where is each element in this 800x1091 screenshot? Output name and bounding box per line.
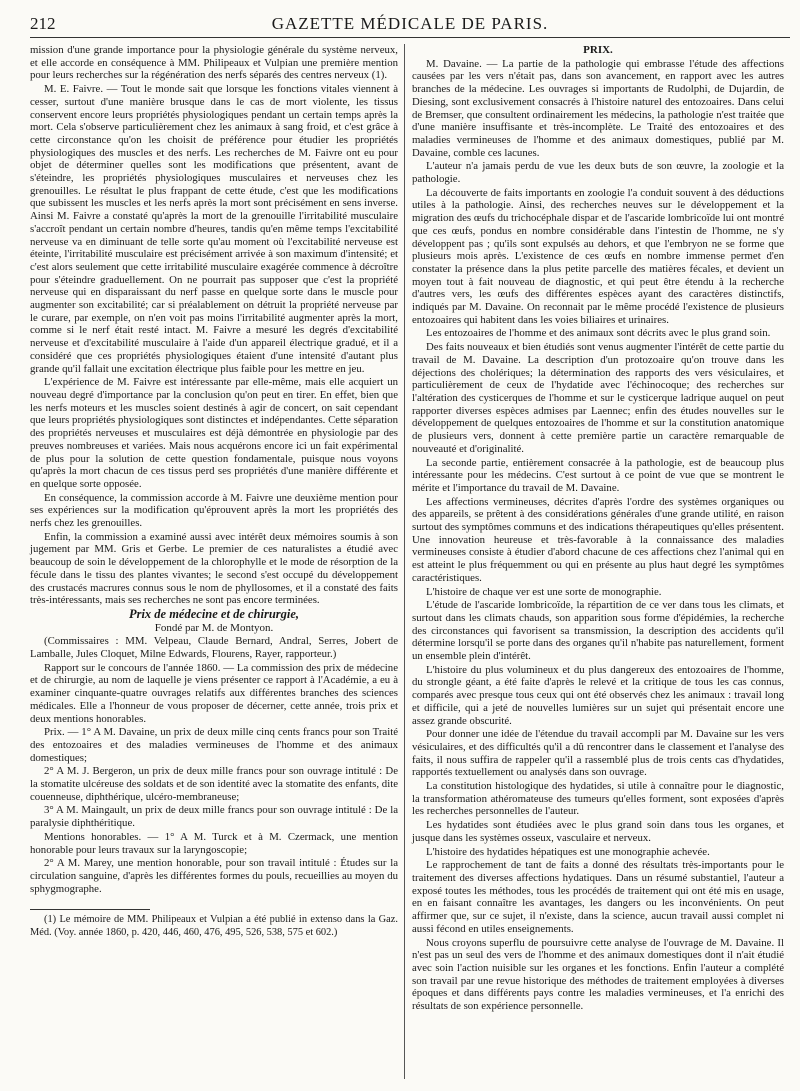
header-rule [30, 37, 790, 38]
left-column [30, 44, 398, 941]
paragraph: 2° A M. Marey, une mention honorable, pour son travail intitulé : Études sur la circulation sanguine, d'après les différentes formes du pouls, recueillies au moyen du sphygmographe. [30, 857, 398, 895]
paragraph: 3° A M. Maingault, un prix de deux mille francs pour son ouvrage intitulé : De la paralysie diphthéritique. [30, 804, 398, 830]
paragraph: Mentions honorables. — 1° A M. Turck et à M. Czermack, une mention honorable pour leurs travaux sur la laryngoscopie; [30, 830, 398, 856]
paragraph: L'étude de l'ascaride lombricoïde, la répartition de ce ver dans tous les climats, et surtout dans les climats chauds, son apparition sous forme d'épidémies, la recherche des circonstances qui favorisent sa transmission, la description des accidents qu'il détermine lorsqu'il se porte dans des organes qu'il n'habite pas naturellement, forment un ensemble plein d'intérêt. [412, 599, 784, 663]
paragraph: Les entozoaires de l'homme et des animaux sont décrits avec le plus grand soin. [426, 327, 771, 340]
section-subtitle: Fondé par M. de Montyon. [154, 621, 274, 634]
paragraph: La seconde partie, entièrement consacrée à la pathologie, est de beaucoup plus intéressante pour les médecins. C'est surtout à ce point de vue que se montrent le mérite et l'importance du travail de M. Davaine. [412, 456, 784, 494]
paragraph: Les hydatides sont étudiées avec le plus grand soin dans tous les organes, et jusque dans les systèmes osseux, vasculaire et nerveux. [412, 819, 784, 844]
paragraph: mission d'une grande importance pour la physiologie générale du système nerveux, et elle accorde en conséquence à MM. Philipeaux et Vulpian une première mention pour leurs recherches sur la régénération des nerfs séparés des centres nerveux (1). [30, 44, 398, 82]
paragraph: Le rapprochement de tant de faits a donné des résultats très-importants pour le traitement des diverses affections hydatiques. Dans un résumé substantiel, l'auteur a exposé toutes les méthodes, tous les procédés de traitement qui ont été mis en usage, en en faisant connaître les avantages, les dangers ou les inconvénients. On peut affirmer que, sur ce sujet, il n'existe, dans la science, aucun travail aussi complet ni aussi fécond en utiles enseignements. [412, 859, 784, 935]
paragraph: L'histoire de chaque ver est une sorte de monographie. [426, 585, 662, 598]
paragraph: Les affections vermineuses, décrites d'après l'ordre des systèmes organiques ou des appareils, se prêtent à des considérations générales d'une grande utilité, en raison surtout des symptômes communs et des indications thérapeutiques qu'elles présentent. Une innovation heureuse et très-favorable à la connaissance des maladies vermineuses consiste à étudier d'abord chacune de ces affections chez l'animal qui en est atteint le plus fréquemment ou qui en présente au plus haut degré les symptômes caractéristiques. [412, 495, 784, 584]
paragraph: En conséquence, la commission accorde à M. Faivre une deuxième mention pour ses expériences sur la modification qu'éprouvent après la mort les propriétés des nerfs chez les grenouilles. [30, 491, 398, 530]
page-number: 212 [30, 14, 56, 33]
paragraph: M. E. Faivre. — Tout le monde sait que lorsque les fonctions vitales viennent à cesser, surtout d'une manière brusque dans le cas de mort violente, les tissus conservent encore leurs propriétés physiologiques pendant un certain temps après la mort. Cela s'observe particulièrement chez les animaux à sang froid, et c'est grâce à cette circonstance qu'on les choisit de préférence pour étudier les propriétés physiologiques des muscles et des nerfs. Les recherches de M. Faivre ont eu pour objet de déterminer quelles sont les modifications que présentent, avant de s'éteindre, les propriétés physiologiques musculaires et nerveuses chez les grenouilles. Le résultat le plus frappant de cette étude, c'est que les modifications que subissent les muscles et les nerfs après la mort sont précisément en sens inverse. Ainsi M. Faivre a constaté qu'après la mort de la grenouille l'irritabilité musculaire s'accroît pendant un certain nombre d'heures, tandis qu'en même temps l'excitabilité nerveuse va en diminuant de telle sorte qu'au moment où l'excitabilité nerveuse est éteinte, l'irritabilité musculaire est précisément arrivée à son maximum d'intensité; et c'est alors seulement que cette irritabilité musculaire exagérée commence à décroître pour s'éteindre graduellement. On ne pourrait pas supposer que c'est la propriété nerveuse qui en disparaissant du nerf passe en quelque sorte dans le muscle pour augmenter son excitabilité; car si préalablement on détruit la propriété nerveuse par le curare, par exemple, on n'en voit pas moins l'irritabilité augmenter après la mort, comme si le nerf était resté intact. M. Faivre a mesuré les degrés d'excitabilité nerveuse et d'excitabilité musculaire à l'aide d'un appareil électrique gradué, et il a considéré que ces propriétés physiologiques étaient d'une intensité d'autant plus grande qu'il fallait une excitation électrique plus faible pour les mettre en jeu. [30, 83, 398, 375]
paragraph: M. Davaine. — La partie de la pathologie qui embrasse l'étude des affections causées par les vers n'était pas, dans son avancement, en rapport avec les autres branches de la médecine. Les ouvrages si importants de Rudolphi, de Dujardin, de Diesing, sont exclusivement consacrés à l'histoire naturel des entozoaires. Dans celui de Bremser, que consultent ordinairement les médecins, la pathologie n'est traitée que d'une manière insuffisante et très-incomplète. Le Traité des entozoaires et des maladies vermineuses de l'homme et des animaux domestiques, publié par M. Davaine, comble ces lacunes. [412, 57, 784, 159]
paragraph: Des faits nouveaux et bien étudiés sont venus augmenter l'intérêt de cette partie du travail de M. Davaine. La description d'un protozoaire qu'on trouve dans les déjections des cholériques; la détermination des rapports des vers vésiculaires, et particulièrement de ceux de l'hydatide avec l'échinocoque; des recherches sur l'altération des cysticerques de l'homme et sur le cysticerque ladrique auquel on peut rapporter diverses espèces admises par Laennec; enfin des études nouvelles sur le développement de quelques entozoaires de l'homme et sur la constitution anatomique de plusieurs vers, donnent à cette première partie un caractère remarquable de nouveauté et d'originalité. [412, 341, 784, 455]
paragraph: Nous croyons superflu de poursuivre cette analyse de l'ouvrage de M. Davaine. Il n'est pas un seul des vers de l'homme et des animaux domestiques dont il n'ait étudié avec soin l'action nuisible sur les organes et les fonctions. Enfin l'auteur a complété son travail par une revue historique des méthodes de traitement employées à diverses époques et dans différents pays contre les maladies vermineuses, et l'a enrichi des résultats de son expérience personnelle. [412, 936, 784, 1013]
paragraph: Enfin, la commission a examiné aussi avec intérêt deux mémoires soumis à son jugement par MM. Gris et Gerbe. Le premier de ces naturalistes a étudié avec beaucoup de soin le développement de la chlorophylle et le mode de résorption de la fécule dans le tissu des plantes vivantes; le second s'est occupé du développement des crustacés macrures connus sous le nom de phyllosomes, et il a constaté des faits très-intéressants, mais ses recherches ne sont pas encore terminées. [30, 530, 398, 607]
commissaires: (Commissaires : MM. Velpeau, Claude Bernard, Andral, Serres, Jobert de Lamballe, Jules Cloquet, Milne Edwards, Flourens, Rayer, rapporteur.) [30, 635, 398, 661]
paragraph: Pour donner une idée de l'étendue du travail accompli par M. Davaine sur les vers vésiculaires, et des difficultés qu'il a dû rencontrer dans le classement et l'analyse des faits, il nous suffira de rappeler qu'il a rassemblé plus de trois cents cas d'hydatides, rapportés textuellement ou analysés dans son ouvrage. [412, 728, 784, 779]
paragraph: L'histoire des hydatides hépatiques est une monographie achevée. [426, 845, 710, 858]
paragraph: L'expérience de M. Faivre est intéressante par elle-même, mais elle acquiert un nouveau degré d'importance par la conclusion qu'on peut en tirer. En effet, bien que les nerfs moteurs et les muscles soient destinés à agir de concert, on sait cependant que leurs propriétés physiologiques sont distinctes et indépendantes. Cette séparation des propriétés nerveuses et musculaires est déjà démontrée en physiologie par des preuves nombreuses et variées. Mais nous acquérons encore ici un fait expérimental de plus pour la solution de cette question fondamentale, puisque nous voyons qu'après la mort chacun de ces tissus perd ses propriétés d'une manière différente et en quelque sorte opposée. [30, 376, 398, 490]
paragraph: La découverte de faits importants en zoologie l'a conduit souvent à des déductions utiles à la pathologie. Ainsi, des recherches neuves sur le développement et la migration des œufs du trichocéphale dispar et de l'ascaride lombricoïde lui ont montré que ces œufs, pondus en nombre considérable dans l'intestin de l'homme, ne s'y développent pas ; qu'ils sont expulsés au dehors, et que l'embryon ne se forme que plusieurs mois après. L'existence de ces œufs en nombre immense permet d'en constater la présence dans la plus petite parcelle des matières fécales, et devient un moyen tout à fait nouveau de diagnostic, et qui peut être étendu à la recherche d'autres vers, les œufs des différentes espèces ayant des caractères distinctifs, indiqués par M. Davaine. On reconnait par le même procédé l'existence de plusieurs entozoaires qui habitent dans les voies biliaires et urinaires. [412, 186, 784, 326]
running-title: GAZETTE MÉDICALE DE PARIS. [271, 14, 549, 33]
section-title: Prix de médecine et de chirurgie, [128, 606, 300, 621]
right-column [412, 44, 784, 1014]
paragraph: 2° A M. J. Bergeron, un prix de deux mille francs pour son ouvrage intitulé : De la stomatite ulcéreuse des soldats et de son identité avec la stomatite des enfants, dite couenneuse, diphthérique, ulcéro-membraneuse; [30, 765, 398, 803]
prix-heading: PRIX. [583, 44, 613, 56]
footnote: (1) Le mémoire de MM. Philipeaux et Vulpian a été publié in extenso dans la Gaz. Méd. (Voy. année 1860, p. 420, 446, 460, 476, 495, 526, 538, 575 et 602.) [30, 914, 398, 939]
footnote-rule [30, 909, 150, 910]
paragraph: L'histoire du plus volumineux et du plus dangereux des entozoaires de l'homme, du strongle géant, a été faite d'après le relevé et la critique de tous les cas connus, comparés avec presque tous ceux qui ont été observés chez les animaux : travail long et difficile, qui a jeté de nouvelles lumières sur un sujet qui présentait encore une assez grande obscurité. [412, 663, 784, 727]
column-divider [404, 44, 405, 1079]
paragraph: L'auteur n'a jamais perdu de vue les deux buts de son œuvre, la zoologie et la pathologie. [412, 160, 784, 186]
paragraph: Rapport sur le concours de l'année 1860. — La commission des prix de médecine et de chirurgie, au nom de laquelle je viens présenter ce rapport à l'Académie, a eu à examiner cinquante-quatre ouvrages relatifs aux différentes branches des sciences médicales. Elle a l'honneur de vous proposer de décerner, cette année, trois prix et deux mentions honorables. [30, 661, 398, 725]
paragraph: La constitution histologique des hydatides, si utile à connaître pour le diagnostic, la transformation athéromateuse des tumeurs qu'elles forment, sont exposées d'après les recherches personnelles de l'auteur. [412, 780, 784, 818]
paragraph: Prix. — 1° A M. Davaine, un prix de deux mille cinq cents francs pour son Traité des entozoaires et des maladies vermineuses de l'homme et des animaux domestiques; [30, 726, 398, 764]
